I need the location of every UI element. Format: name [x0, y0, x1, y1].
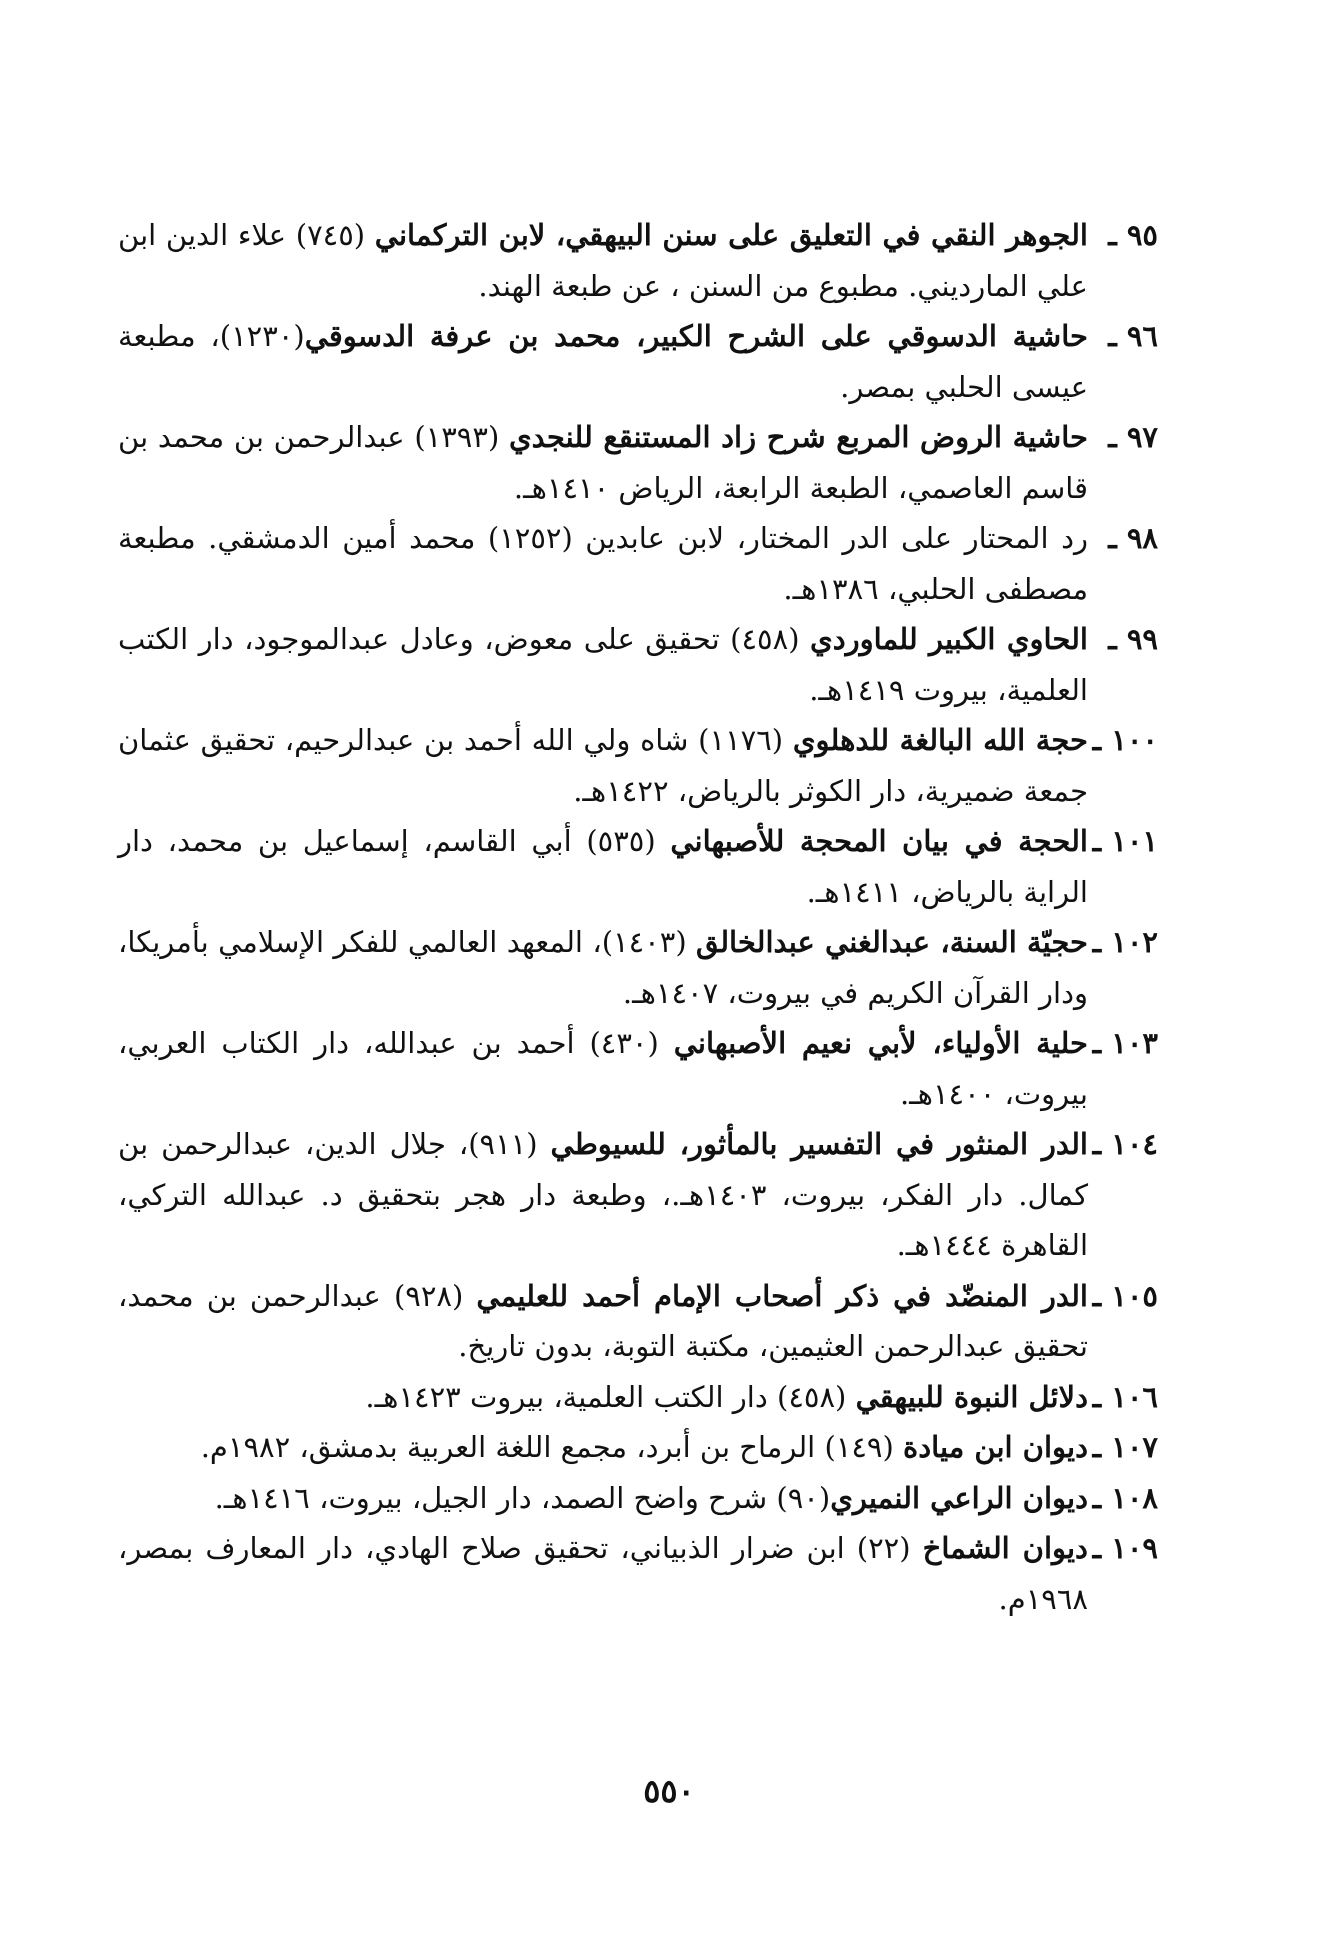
entry-details: (١٤٩) الرماح بن أبرد، مجمع اللغة العربية بدمشق، ١٩٨٢م. [200, 1430, 904, 1464]
entry-number: ١٠٧ ـ [1092, 1430, 1158, 1464]
bibliography-entry [118, 1018, 1158, 1119]
entry-number: ٩٥ ـ [1108, 218, 1158, 252]
entry-title: الحاوي الكبير للماوردي [810, 622, 1088, 656]
entry-number: ١٠٦ ـ [1092, 1379, 1158, 1414]
bibliography-entry [118, 210, 1158, 311]
entry-number: ١٠٠ ـ [1092, 723, 1158, 757]
entry-details: (٢٢) ابن ضرار الذبياني، تحقيق صلاح الهادي، دار المعارف بمصر، ١٩٦٨م. [118, 1531, 1088, 1616]
entry-title: الدر المنثور في التفسير بالمأثور، للسيوطي [550, 1127, 1088, 1161]
entry-title: الدر المنضّد في ذكر أصحاب الإمام أحمد للعليمي [476, 1278, 1088, 1313]
entry-details: (٩٠) شرح واضح الصمد، دار الجيل، بيروت، ١٤١٦هـ. [214, 1480, 831, 1515]
entry-details: (٩١١)، جلال الدين، عبدالرحمن بن كمال. دار الفكر، بيروت، ١٤٠٣هـ.، وطبعة دار هجر بتحقيق د. عبدالله التركي، القاهرة ١٤٤٤هـ. [118, 1127, 1088, 1262]
entry-details: (١٣٩٣) عبدالرحمن بن محمد بن قاسم العاصمي، الطبعة الرابعة، الرياض ١٤١٠هـ. [118, 420, 1088, 505]
bibliography-entry [118, 1473, 1158, 1524]
entry-number: ١٠٢ ـ [1092, 925, 1158, 959]
entry-number: ٩٩ ـ [1108, 622, 1158, 656]
bibliography-entry [118, 1523, 1158, 1624]
entry-title: دلائل النبوة للبيهقي [855, 1379, 1088, 1414]
entry-title: الحجة في بيان المحجة للأصبهاني [670, 824, 1088, 858]
entry-details: (٤٥٨) تحقيق على معوض، وعادل عبدالموجود، دار الكتب العلمية، بيروت ١٤١٩هـ. [118, 622, 1088, 707]
entry-title: حاشية الروض المربع شرح زاد المستنقع للنجدي [508, 420, 1088, 454]
bibliography-entry [118, 917, 1158, 1018]
bibliography-entry [118, 1422, 1158, 1473]
bibliography-list [118, 210, 1158, 1624]
entry-title: حلية الأولياء، لأبي نعيم الأصبهاني [673, 1026, 1088, 1060]
entry-title: الجوهر النقي في التعليق على سنن البيهقي، لابن التركماني [374, 218, 1088, 252]
entry-details: (٤٣٠) أحمد بن عبدالله، دار الكتاب العربي، بيروت، ١٤٠٠هـ. [118, 1026, 1088, 1111]
bibliography-entry [118, 412, 1158, 513]
entry-number: ٩٧ ـ [1108, 420, 1158, 454]
entry-title: حجة الله البالغة للدهلوي [792, 723, 1088, 757]
entry-number: ١٠١ ـ [1092, 824, 1158, 858]
entry-title: حاشية الدسوقي على الشرح الكبير، محمد بن عرفة الدسوقي [304, 319, 1088, 353]
entry-title: ديوان ابن ميادة [903, 1430, 1088, 1464]
bibliography-entry [118, 1372, 1158, 1423]
entry-number: ١٠٤ ـ [1092, 1127, 1158, 1161]
entry-details: (٩٢٨) عبدالرحمن بن محمد، تحقيق عبدالرحمن العثيمين، مكتبة التوبة، بدون تاريخ. [118, 1278, 1088, 1363]
bibliography-entry [118, 1271, 1158, 1372]
entry-details: رد المحتار على الدر المختار، لابن عابدين (١٢٥٢) محمد أمين الدمشقي. مطبعة مصطفى الحلبي، ١٣٨٦هـ. [118, 521, 1088, 606]
bibliography-entry [118, 311, 1158, 412]
entry-number: ١٠٥ ـ [1092, 1278, 1158, 1313]
entry-title: حجيّة السنة، عبدالغني عبدالخالق [696, 925, 1088, 959]
bibliography-entry [118, 816, 1158, 917]
entry-number: ١٠٣ ـ [1092, 1026, 1158, 1060]
bibliography-entry [118, 614, 1158, 715]
entry-details: (١٤٠٣)، المعهد العالمي للفكر الإسلامي بأمريكا، ودار القرآن الكريم في بيروت، ١٤٠٧هـ. [118, 925, 1088, 1010]
bibliography-entry [118, 513, 1158, 614]
entry-details: (١٢٣٠)، مطبعة عيسى الحلبي بمصر. [118, 319, 1088, 404]
entry-number: ٩٨ ـ [1108, 521, 1158, 555]
bibliography-entry [118, 1119, 1158, 1271]
entry-title: ديوان الراعي النميري [830, 1480, 1088, 1515]
entry-title: ديوان الشماخ [922, 1531, 1088, 1565]
entry-details: (٧٤٥) علاء الدين ابن علي المارديني. مطبوع من السنن ، عن طبعة الهند. [118, 218, 1088, 303]
page-number: ٥٥٠ [643, 1772, 695, 1810]
entry-number: ٩٦ ـ [1108, 319, 1158, 353]
entry-number: ١٠٩ ـ [1092, 1531, 1158, 1565]
entry-number: ١٠٨ ـ [1092, 1480, 1158, 1515]
entry-details: (١١٧٦) شاه ولي الله أحمد بن عبدالرحيم، تحقيق عثمان جمعة ضميرية، دار الكوثر بالرياض، ١٤٢٢هـ. [118, 723, 1088, 808]
entry-details: (٥٣٥) أبي القاسم، إسماعيل بن محمد، دار الراية بالرياض، ١٤١١هـ. [118, 824, 1088, 909]
bibliography-entry [118, 715, 1158, 816]
entry-details: (٤٥٨) دار الكتب العلمية، بيروت ١٤٢٣هـ. [365, 1379, 856, 1414]
